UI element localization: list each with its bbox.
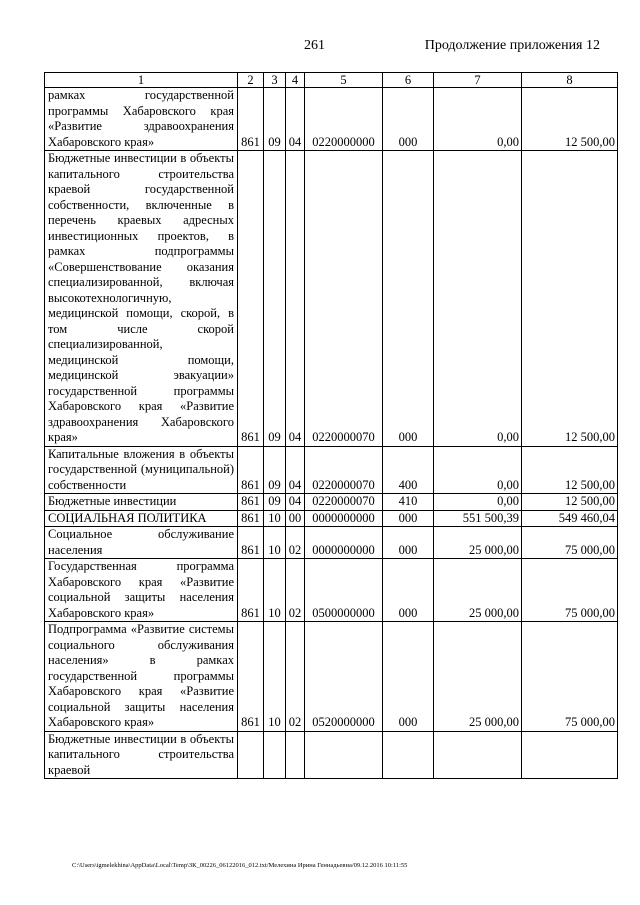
col-6-cell: 000 bbox=[383, 559, 434, 622]
table-row bbox=[45, 559, 618, 622]
budget-table bbox=[44, 72, 618, 779]
col-2-cell: 861 bbox=[238, 510, 264, 527]
col-2-cell: 861 bbox=[238, 527, 264, 559]
col-8-cell: 12 500,00 bbox=[522, 151, 618, 447]
col-2-cell: 861 bbox=[238, 88, 264, 151]
col-3-cell bbox=[264, 731, 286, 779]
col-2-cell: 861 bbox=[238, 559, 264, 622]
col-6-cell: 400 bbox=[383, 446, 434, 494]
row-name: рамках государственной программы Хабаровского края «Развитие здравоохранения Хабаровского края» bbox=[45, 88, 238, 151]
col-4-cell: 02 bbox=[286, 527, 305, 559]
col-6-cell: 000 bbox=[383, 622, 434, 732]
col-8-cell: 549 460,04 bbox=[522, 510, 618, 527]
column-header: 6 bbox=[383, 73, 434, 88]
row-name: Капитальные вложения в объекты государственной (муниципальной) собственности bbox=[45, 446, 238, 494]
col-5-cell: 0000000000 bbox=[305, 527, 383, 559]
col-8-cell: 12 500,00 bbox=[522, 494, 618, 511]
col-4-cell bbox=[286, 731, 305, 779]
col-4-cell: 04 bbox=[286, 446, 305, 494]
col-3-cell: 09 bbox=[264, 88, 286, 151]
col-3-cell: 10 bbox=[264, 510, 286, 527]
row-name: Социальное обслуживание населения bbox=[45, 527, 238, 559]
col-5-cell: 0220000070 bbox=[305, 151, 383, 447]
row-name: Бюджетные инвестиции в объекты капитального строительства краевой bbox=[45, 731, 238, 779]
col-3-cell: 09 bbox=[264, 151, 286, 447]
col-8-cell: 12 500,00 bbox=[522, 446, 618, 494]
col-3-cell: 10 bbox=[264, 527, 286, 559]
col-8-cell: 12 500,00 bbox=[522, 88, 618, 151]
column-header: 1 bbox=[45, 73, 238, 88]
table-row bbox=[45, 510, 618, 527]
col-7-cell: 0,00 bbox=[434, 151, 522, 447]
col-4-cell: 00 bbox=[286, 510, 305, 527]
col-5-cell bbox=[305, 731, 383, 779]
table-row bbox=[45, 446, 618, 494]
col-5-cell: 0220000000 bbox=[305, 88, 383, 151]
column-header: 5 bbox=[305, 73, 383, 88]
col-8-cell bbox=[522, 731, 618, 779]
col-8-cell: 75 000,00 bbox=[522, 559, 618, 622]
col-4-cell: 04 bbox=[286, 88, 305, 151]
column-header: 3 bbox=[264, 73, 286, 88]
col-5-cell: 0220000070 bbox=[305, 494, 383, 511]
col-6-cell: 410 bbox=[383, 494, 434, 511]
col-5-cell: 0000000000 bbox=[305, 510, 383, 527]
col-6-cell: 000 bbox=[383, 88, 434, 151]
table-row bbox=[45, 731, 618, 779]
col-4-cell: 02 bbox=[286, 559, 305, 622]
col-5-cell: 0220000070 bbox=[305, 446, 383, 494]
column-header: 2 bbox=[238, 73, 264, 88]
col-3-cell: 09 bbox=[264, 446, 286, 494]
column-header: 4 bbox=[286, 73, 305, 88]
row-name: СОЦИАЛЬНАЯ ПОЛИТИКА bbox=[45, 510, 238, 527]
col-4-cell: 04 bbox=[286, 151, 305, 447]
column-header-row bbox=[45, 73, 618, 88]
col-6-cell: 000 bbox=[383, 527, 434, 559]
col-7-cell: 25 000,00 bbox=[434, 559, 522, 622]
col-2-cell: 861 bbox=[238, 151, 264, 447]
table-row bbox=[45, 88, 618, 151]
col-7-cell: 0,00 bbox=[434, 446, 522, 494]
col-5-cell: 0520000000 bbox=[305, 622, 383, 732]
col-7-cell: 0,00 bbox=[434, 88, 522, 151]
col-7-cell: 551 500,39 bbox=[434, 510, 522, 527]
column-header: 7 bbox=[434, 73, 522, 88]
page-number: 261 bbox=[304, 38, 325, 53]
continuation-label: Продолжение приложения 12 bbox=[424, 38, 600, 53]
col-5-cell: 0500000000 bbox=[305, 559, 383, 622]
page-header bbox=[0, 38, 640, 58]
row-name: Подпрограмма «Развитие системы социального обслуживания населения» в рамках государственной программы Хабаровского края «Развитие социальной защиты населения Хабаровского края» bbox=[45, 622, 238, 732]
col-2-cell: 861 bbox=[238, 622, 264, 732]
col-6-cell: 000 bbox=[383, 510, 434, 527]
col-7-cell: 25 000,00 bbox=[434, 622, 522, 732]
col-3-cell: 10 bbox=[264, 622, 286, 732]
col-6-cell: 000 bbox=[383, 151, 434, 447]
column-header: 8 bbox=[522, 73, 618, 88]
col-3-cell: 10 bbox=[264, 559, 286, 622]
col-2-cell: 861 bbox=[238, 494, 264, 511]
col-4-cell: 04 bbox=[286, 494, 305, 511]
table-row bbox=[45, 622, 618, 732]
col-7-cell: 0,00 bbox=[434, 494, 522, 511]
col-3-cell: 09 bbox=[264, 494, 286, 511]
table-row bbox=[45, 527, 618, 559]
row-name: Государственная программа Хабаровского края «Развитие социальной защиты населения Хабаровского края» bbox=[45, 559, 238, 622]
row-name: Бюджетные инвестиции bbox=[45, 494, 238, 511]
col-7-cell: 25 000,00 bbox=[434, 527, 522, 559]
table-row bbox=[45, 151, 618, 447]
col-2-cell bbox=[238, 731, 264, 779]
col-2-cell: 861 bbox=[238, 446, 264, 494]
col-7-cell bbox=[434, 731, 522, 779]
col-8-cell: 75 000,00 bbox=[522, 622, 618, 732]
file-path-footer: C:\Users\igmelekhina\AppData\Local\Temp\ЗК_00226_06122016_012.txt/Мелехина Ирина Геннадьевна/09.12.2016 10:11:55 bbox=[72, 862, 408, 869]
col-6-cell bbox=[383, 731, 434, 779]
row-name: Бюджетные инвестиции в объекты капитального строительства краевой государственной собственности, включенные в перечень краевых адресных инвестиционных проектов, в рамках подпрограммы «Совершенствование оказания специализированной, включая высокотехнологичную, медицинской помощи, скорой, в том числе скорой специализированной, медицинской помощи, медицинской эвакуации» государственной программы Хабаровского края «Развитие здравоохранения Хабаровского края» bbox=[45, 151, 238, 447]
col-4-cell: 02 bbox=[286, 622, 305, 732]
col-8-cell: 75 000,00 bbox=[522, 527, 618, 559]
table-row bbox=[45, 494, 618, 511]
